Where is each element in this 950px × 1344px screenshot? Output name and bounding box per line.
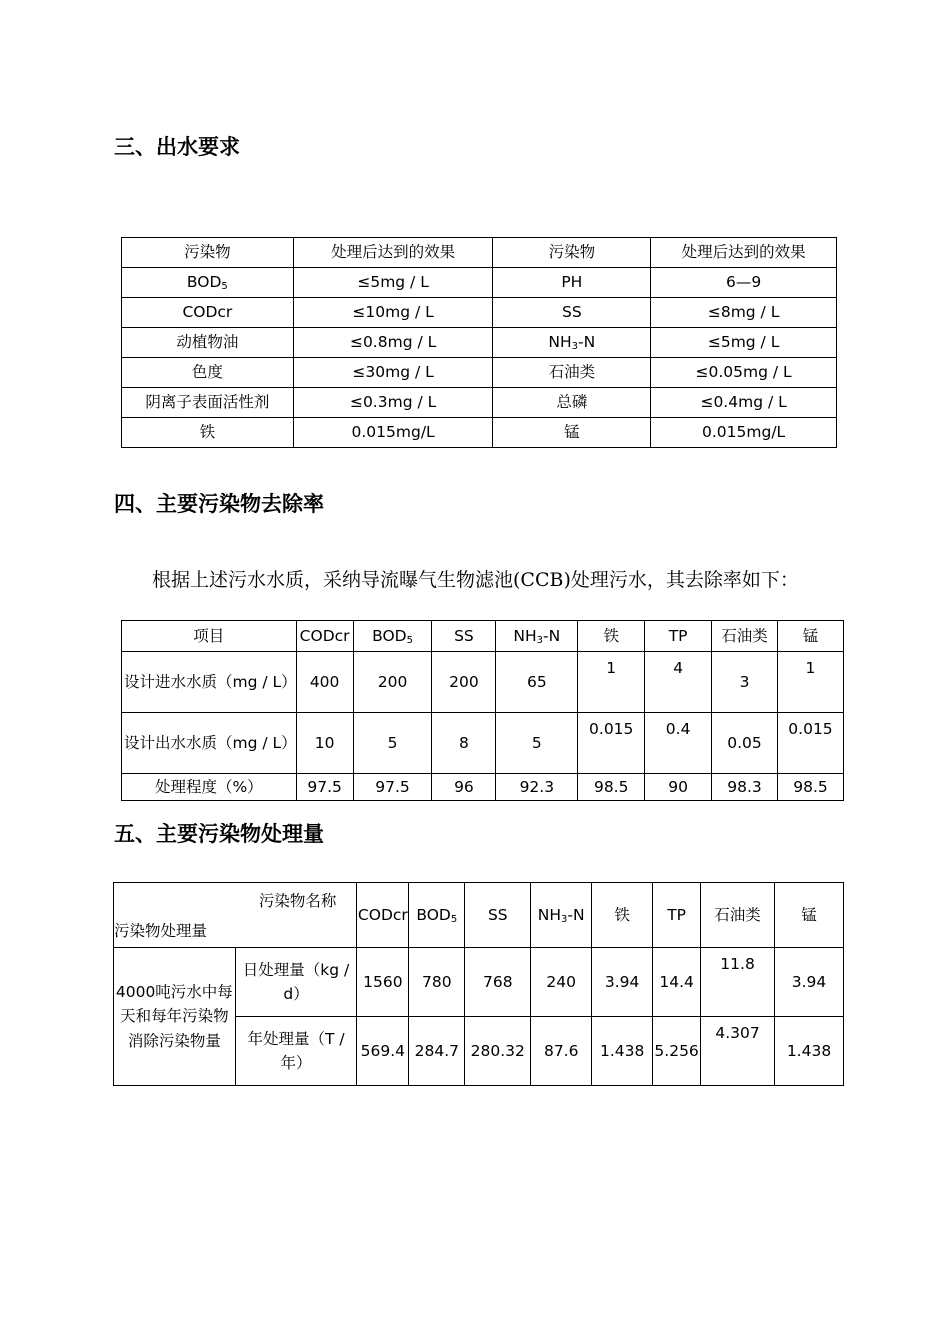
value-cell: 0.015	[578, 713, 645, 774]
value-cell: 5	[353, 713, 432, 774]
header-cell: 处理后达到的效果	[651, 238, 837, 268]
value-cell: 0.015	[777, 713, 843, 774]
value-cell: 200	[432, 652, 496, 713]
header-cell: 石油类	[712, 621, 778, 652]
value-cell: 98.5	[777, 774, 843, 801]
header-cell: $NH_3-N$	[496, 621, 578, 652]
row-label: 设计进水水质（mg / L）	[122, 652, 297, 713]
value-cell: 3.94	[592, 948, 653, 1017]
diag-top-label: 污染物名称	[258, 892, 337, 910]
header-cell: CODcr	[357, 883, 409, 948]
intro-paragraph: 根据上述污水水质，采纳导流曝气生物滤池(CCB)处理污水，其去除率如下：	[152, 569, 799, 591]
value-cell: 11.8	[701, 948, 775, 1017]
value-cell: 200	[353, 652, 432, 713]
table-header-row	[122, 238, 837, 268]
value-cell: 400	[296, 652, 353, 713]
header-cell: 石油类	[701, 883, 775, 948]
effluent-requirements-table	[121, 237, 837, 448]
value-cell: 92.3	[496, 774, 578, 801]
pollutant-cell: CODcr	[122, 298, 294, 328]
value-cell: 1560	[357, 948, 409, 1017]
value-cell: 3.94	[775, 948, 844, 1017]
header-cell: SS	[465, 883, 531, 948]
value-cell: 240	[531, 948, 592, 1017]
effect-cell: ≤8mg / L	[651, 298, 837, 328]
pollutant-cell: 锰	[493, 418, 651, 448]
effect-cell: ≤10mg / L	[293, 298, 493, 328]
value-cell: 4	[645, 652, 712, 713]
diagonal-header-cell	[114, 883, 357, 948]
row-label: 处理程度（%）	[122, 774, 297, 801]
value-cell: 0.4	[645, 713, 712, 774]
value-cell: 1.438	[775, 1017, 844, 1086]
value-cell: 14.4	[653, 948, 701, 1017]
header-cell: 锰	[777, 621, 843, 652]
header-cell: 锰	[775, 883, 844, 948]
value-cell: 1.438	[592, 1017, 653, 1086]
treatment-amount-table	[113, 882, 844, 1086]
pollutant-cell: PH	[493, 268, 651, 298]
value-cell: 97.5	[296, 774, 353, 801]
table-header-row	[114, 883, 844, 948]
table-row	[122, 418, 837, 448]
header-cell: $BOD_5$	[409, 883, 465, 948]
table-row	[122, 652, 844, 713]
value-cell: 569.4	[357, 1017, 409, 1086]
effect-cell: ≤0.05mg / L	[651, 358, 837, 388]
pollutant-cell: 铁	[122, 418, 294, 448]
header-cell: SS	[432, 621, 496, 652]
effect-cell: ≤0.8mg / L	[293, 328, 493, 358]
row-label: 年处理量（T / 年）	[235, 1017, 357, 1086]
value-cell: 5	[496, 713, 578, 774]
header-cell: 铁	[592, 883, 653, 948]
header-cell: CODcr	[296, 621, 353, 652]
diag-bottom-label: 污染物处理量	[114, 921, 208, 940]
pollutant-cell: 总磷	[493, 388, 651, 418]
group-label: 4000吨污水中每天和每年污染物消除污染物量	[114, 948, 236, 1086]
table-row	[122, 388, 837, 418]
effect-cell: ≤0.3mg / L	[293, 388, 493, 418]
section-4-title: 四、主要污染物去除率	[114, 492, 324, 516]
table-row	[114, 948, 844, 1017]
value-cell: 1	[578, 652, 645, 713]
pollutant-cell: 石油类	[493, 358, 651, 388]
header-cell: $BOD_5$	[353, 621, 432, 652]
table-row	[122, 713, 844, 774]
effect-cell: 6—9	[651, 268, 837, 298]
value-cell: 8	[432, 713, 496, 774]
value-cell: 3	[712, 652, 778, 713]
table-row	[122, 298, 837, 328]
value-cell: 280.32	[465, 1017, 531, 1086]
header-cell: TP	[645, 621, 712, 652]
pollutant-cell: $BOD_5$	[122, 268, 294, 298]
effect-cell: 0.015mg/L	[293, 418, 493, 448]
pollutant-cell: $NH_3-N$	[493, 328, 651, 358]
effect-cell: ≤0.4mg / L	[651, 388, 837, 418]
header-cell: 污染物	[493, 238, 651, 268]
value-cell: 780	[409, 948, 465, 1017]
pollutant-cell: 色度	[122, 358, 294, 388]
value-cell: 4.307	[701, 1017, 775, 1086]
value-cell: 65	[496, 652, 578, 713]
effect-cell: ≤5mg / L	[651, 328, 837, 358]
value-cell: 10	[296, 713, 353, 774]
pollutant-cell: SS	[493, 298, 651, 328]
value-cell: 87.6	[531, 1017, 592, 1086]
header-cell: $NH_3-N$	[531, 883, 592, 948]
removal-rate-table	[121, 620, 844, 801]
value-cell: 90	[645, 774, 712, 801]
value-cell: 768	[465, 948, 531, 1017]
header-cell: 处理后达到的效果	[293, 238, 493, 268]
table-row	[122, 358, 837, 388]
effect-cell: 0.015mg/L	[651, 418, 837, 448]
section-3-title: 三、出水要求	[114, 135, 240, 159]
row-label: 设计出水水质（mg / L）	[122, 713, 297, 774]
header-cell: TP	[653, 883, 701, 948]
value-cell: 0.05	[712, 713, 778, 774]
value-cell: 97.5	[353, 774, 432, 801]
table-row	[122, 268, 837, 298]
value-cell: 98.5	[578, 774, 645, 801]
section-5-title: 五、主要污染物处理量	[114, 822, 324, 846]
pollutant-cell: 阴离子表面活性剂	[122, 388, 294, 418]
table-row	[122, 328, 837, 358]
row-label: 日处理量（kg / d）	[235, 948, 357, 1017]
value-cell: 284.7	[409, 1017, 465, 1086]
value-cell: 5.256	[653, 1017, 701, 1086]
effect-cell: ≤30mg / L	[293, 358, 493, 388]
header-cell: 铁	[578, 621, 645, 652]
value-cell: 98.3	[712, 774, 778, 801]
header-cell: 项目	[122, 621, 297, 652]
table-row	[122, 774, 844, 801]
table-header-row	[122, 621, 844, 652]
header-cell: 污染物	[122, 238, 294, 268]
pollutant-cell: 动植物油	[122, 328, 294, 358]
effect-cell: ≤5mg / L	[293, 268, 493, 298]
value-cell: 96	[432, 774, 496, 801]
value-cell: 1	[777, 652, 843, 713]
